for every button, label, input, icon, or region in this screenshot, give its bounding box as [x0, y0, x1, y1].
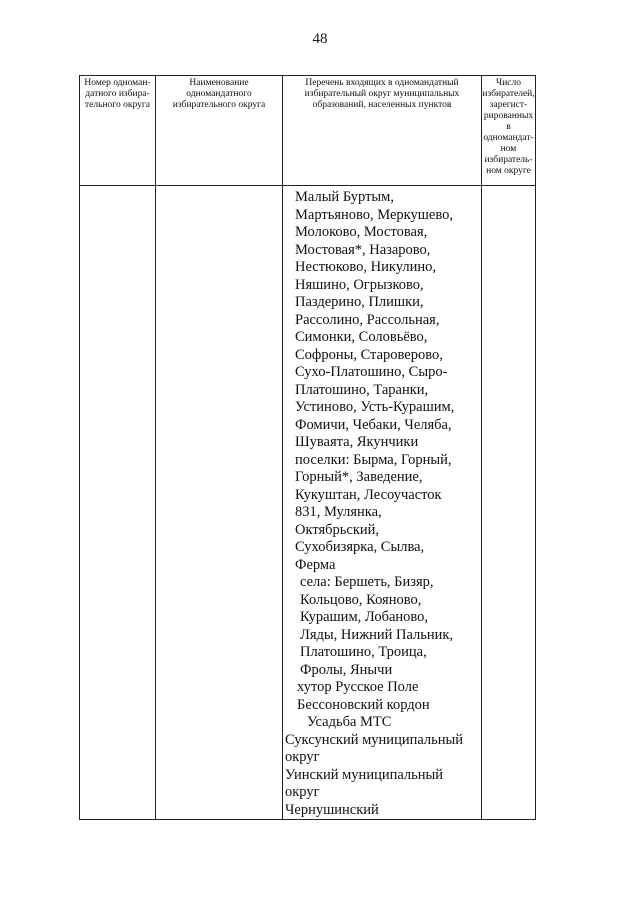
header-voters-count: Число избирателей, зарегист-рированных в одномандат-ном избиратель-ном округе: [482, 76, 536, 186]
cell-voters-count: [482, 186, 536, 820]
list-item: Фролы, Янычи: [300, 661, 393, 678]
list-item: Кольцово, Кояново,: [300, 591, 422, 608]
table-header-row: [80, 76, 536, 186]
list-item: Мостовая*, Назарово,: [295, 241, 431, 258]
list-item: округ: [285, 749, 320, 765]
list-item: села: Бершеть, Бизяр,: [300, 574, 434, 590]
list-item: Симонки, Соловьёво,: [295, 329, 428, 345]
list-item: округ: [285, 784, 320, 800]
cell-district-number: [80, 186, 156, 820]
list-item: Сухо-Платошино, Сыро-: [295, 364, 448, 380]
cell-district-name: [156, 186, 283, 820]
header-district-number: Номер одноман-датного избира-тельного округа: [80, 76, 156, 186]
list-item: Ляды, Нижний Пальник,: [300, 626, 454, 643]
list-item: Паздерино, Плишки,: [295, 294, 424, 310]
list-item: Шуваята, Якунчики: [295, 434, 419, 450]
header-district-name: Наименование одномандатного избирательного округа: [156, 76, 283, 186]
list-item: Нестюково, Никулино,: [295, 259, 436, 275]
cell-municipalities-list: [283, 186, 482, 820]
list-item: Рассолино, Рассольная,: [295, 311, 440, 328]
list-item: Ферма: [295, 556, 336, 573]
table-row: [80, 186, 536, 820]
list-item: Мартьяново, Меркушево,: [295, 206, 453, 223]
list-item: Октябрьский,: [295, 521, 380, 538]
list-item: Сухобизярка, Сылва,: [295, 539, 425, 555]
list-item: Платошино, Троица,: [300, 644, 427, 660]
page-number: 48: [312, 31, 328, 47]
list-item: Софроны, Староверово,: [295, 346, 443, 363]
list-item: Платошино, Таранки,: [295, 381, 429, 398]
list-item: Горный*, Заведение,: [295, 469, 423, 485]
list-item: Чернушинский: [285, 801, 379, 818]
list-item: Курашим, Лобаново,: [300, 609, 429, 625]
header-municipalities-list: Перечень входящих в одномандатный избирательный округ муниципальных образований, населенных пунктов: [283, 76, 482, 186]
list-item: Малый Буртым,: [295, 189, 394, 205]
list-item: 831, Мулянка,: [295, 504, 382, 520]
list-item: Молоково, Мостовая,: [295, 224, 428, 240]
list-item: Суксунский муниципальный: [285, 731, 464, 748]
list-item: Устиново, Усть-Курашим,: [295, 399, 455, 415]
list-item: поселки: Бырма, Горный,: [295, 451, 452, 468]
list-item: Бессоновский кордон: [297, 696, 430, 713]
list-item: Няшино, Огрызково,: [295, 276, 424, 293]
list-item: Уинский муниципальный: [285, 766, 444, 783]
list-item: хутор Русское Поле: [297, 679, 419, 695]
list-item: Кукуштан, Лесоучасток: [295, 486, 442, 503]
list-item: Фомичи, Чебаки, Челяба,: [295, 416, 452, 433]
settlements-list: [283, 189, 481, 819]
list-item: Усадьба МТС: [307, 714, 392, 730]
districts-table: [79, 75, 536, 820]
